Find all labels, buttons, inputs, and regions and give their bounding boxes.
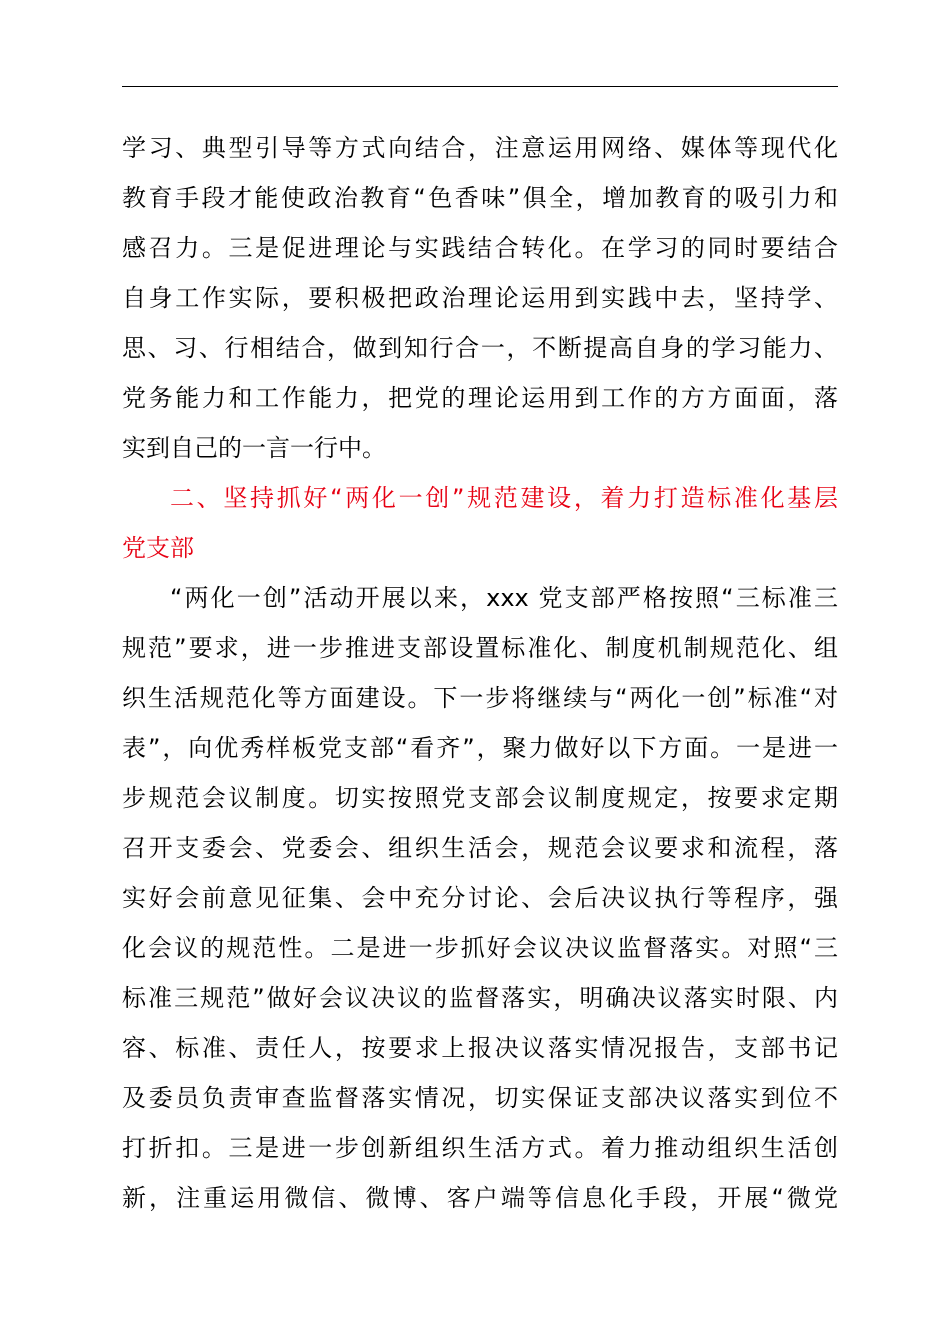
heading-line: 党支部: [122, 534, 194, 562]
paragraph-line: 化会议的规范性。二是进一步抓好会议决议监督落实。对照“三: [122, 934, 838, 962]
section-heading: [122, 473, 838, 573]
paragraph-line: 织生活规范化等方面建设。下一步将继续与“两化一创”标准“对: [122, 684, 838, 712]
paragraph-line: 表”，向优秀样板党支部“看齐”，聚力做好以下方面。一是进一: [122, 734, 838, 762]
paragraph-line: 党务能力和工作能力，把党的理论运用到工作的方方面面，落: [122, 384, 838, 412]
paragraph-line: 标准三规范”做好会议决议的监督落实，明确决议落实时限、内: [122, 984, 838, 1012]
paragraph-line: 新，注重运用微信、微博、客户端等信息化手段，开展“微党: [122, 1184, 838, 1212]
section-paragraph: [122, 573, 838, 1223]
paragraph-line: 及委员负责审查监督落实情况，切实保证支部决议落实到位不: [122, 1084, 838, 1112]
paragraph-line: 自身工作实际，要积极把政治理论运用到实践中去，坚持学、: [122, 284, 838, 312]
paragraph-line: 步规范会议制度。切实按照党支部会议制度规定，按要求定期: [122, 784, 838, 812]
heading-line: 二、坚持抓好“两化一创”规范建设，着力打造标准化基层: [170, 484, 838, 512]
paragraph-line: 思、习、行相结合，做到知行合一，不断提高自身的学习能力、: [122, 334, 838, 362]
paragraph-line: 实好会前意见征集、会中充分讨论、会后决议执行等程序，强: [122, 884, 838, 912]
paragraph-line: 规范”要求，进一步推进支部设置标准化、制度机制规范化、组: [122, 634, 838, 662]
paragraph-line: “两化一创”活动开展以来，xxx 党支部严格按照“三标准三: [170, 584, 838, 612]
paragraph-line: 学习、典型引导等方式向结合，注意运用网络、媒体等现代化: [122, 134, 838, 162]
paragraph-line: 容、标准、责任人，按要求上报决议落实情况报告，支部书记: [122, 1034, 838, 1062]
continued-paragraph: [122, 123, 838, 473]
paragraph-line: 打折扣。三是进一步创新组织生活方式。着力推动组织生活创: [122, 1134, 838, 1162]
paragraph-line: 召开支委会、党委会、组织生活会，规范会议要求和流程，落: [122, 834, 838, 862]
header-rule: [122, 86, 838, 87]
paragraph-line: 感召力。三是促进理论与实践结合转化。在学习的同时要结合: [122, 234, 838, 262]
paragraph-line: 教育手段才能使政治教育“色香味”俱全，增加教育的吸引力和: [122, 184, 838, 212]
paragraph-line: 实到自己的一言一行中。: [122, 434, 386, 462]
